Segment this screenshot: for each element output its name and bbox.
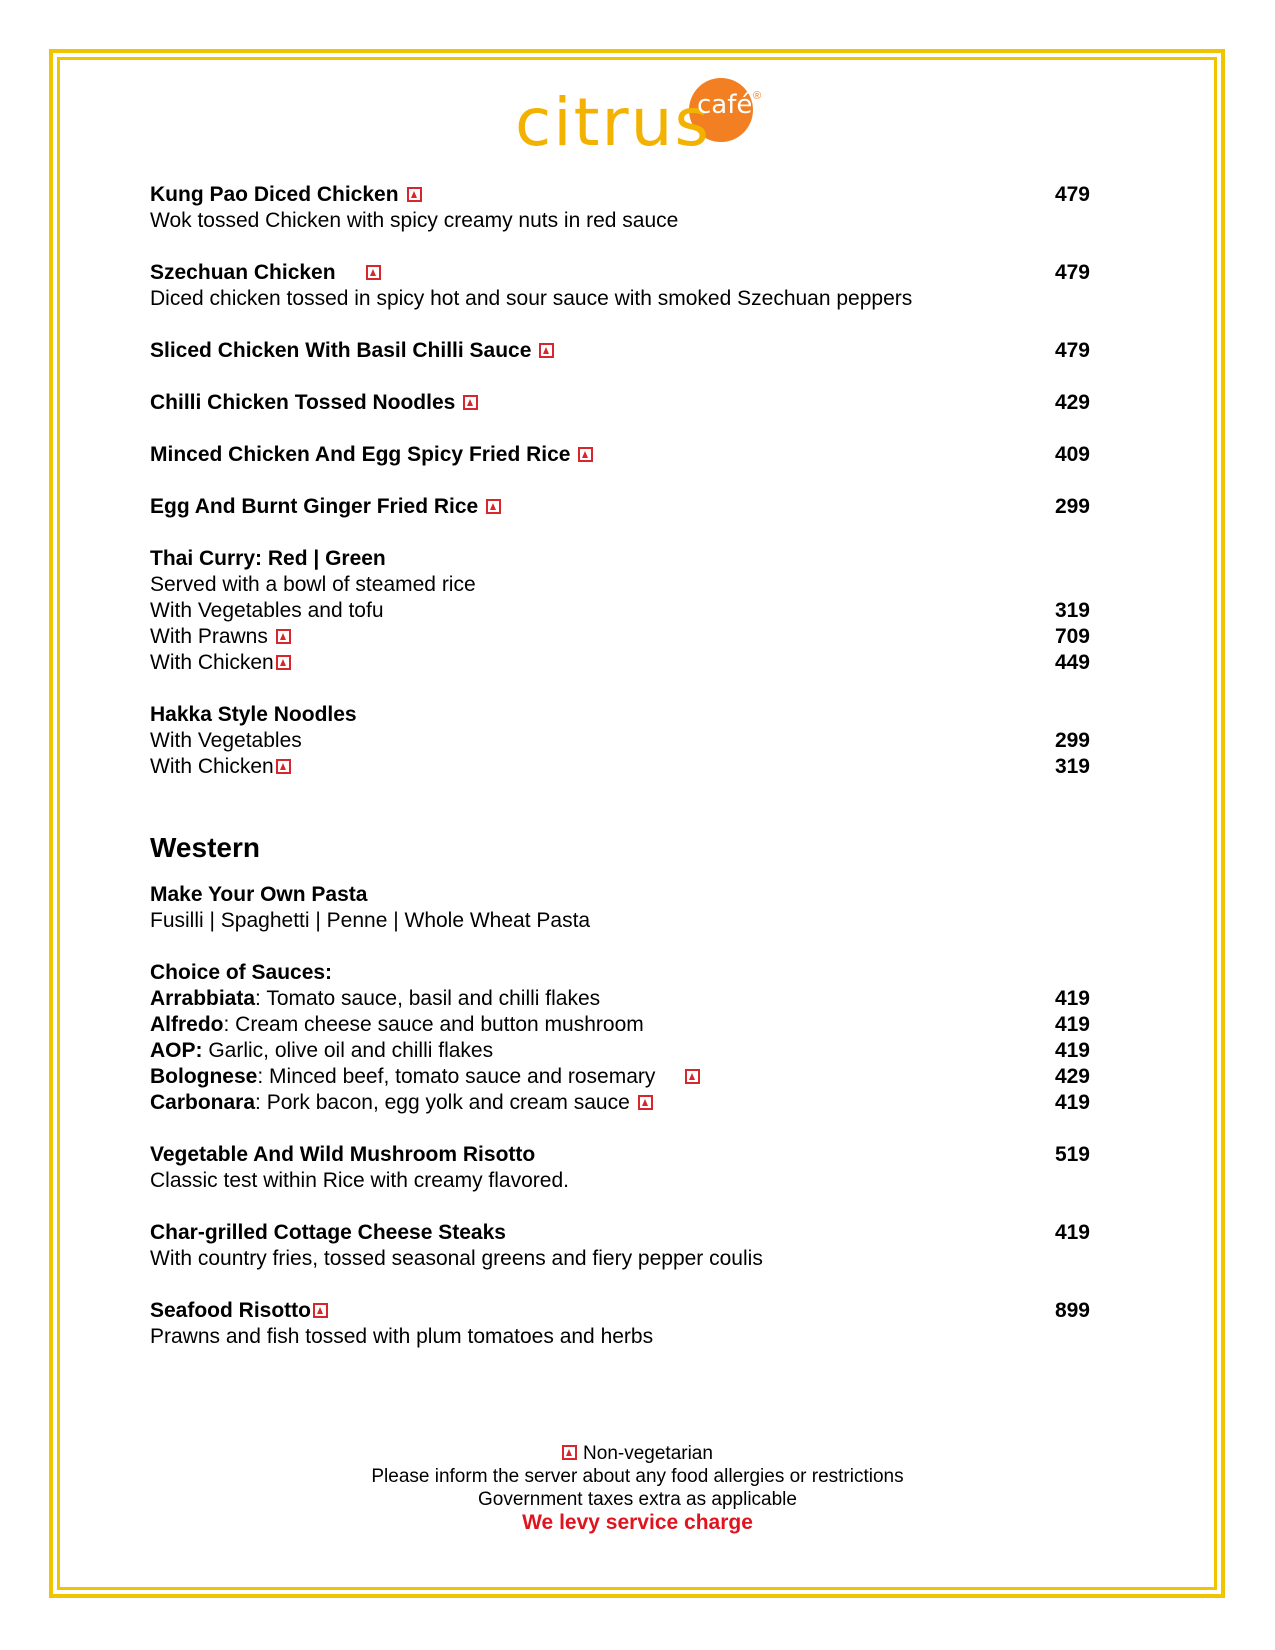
non-veg-icon [578,447,593,462]
item-price: 519 [1054,1143,1090,1166]
item-description: Wok tossed Chicken with spicy creamy nuts in red sauce [150,209,679,232]
sauce-price: 429 [1054,1065,1090,1088]
sauce-description: Pork bacon, egg yolk and cream sauce [260,1091,630,1114]
sauce-sep: : [255,987,261,1010]
legend-line [0,1442,1275,1465]
menu-item-pasta [150,882,1090,934]
non-veg-icon [539,343,554,358]
non-veg-icon [486,499,501,514]
menu-item [150,338,1090,364]
option-row [150,650,1090,676]
item-name: Thai Curry: Red | Green [150,547,386,570]
option-label: With Vegetables [150,729,302,752]
taxes-note: Government taxes extra as applicable [478,1489,797,1510]
sauce-name: Bolognese [150,1065,258,1088]
item-name: Egg And Burnt Ginger Fried Rice [150,495,479,518]
menu-item [150,1298,1090,1350]
option-label: With Chicken [150,651,274,674]
menu-item [150,442,1090,468]
option-price: 299 [1054,729,1090,752]
item-price: 419 [1054,1221,1090,1244]
sauce-price: 419 [1054,987,1090,1010]
menu-item [150,494,1090,520]
section-title-western: Western [150,832,260,863]
logo-wordmark: citrus [515,84,711,161]
item-price: 479 [1054,339,1090,362]
logo-cafe-tag: café [697,90,753,120]
item-description: Prawns and fish tossed with plum tomatoes and herbs [150,1325,654,1348]
option-label: With Vegetables and tofu [150,599,384,622]
sauce-list [150,960,1090,1116]
non-veg-icon [276,629,291,644]
item-name: Sliced Chicken With Basil Chilli Sauce [150,339,532,362]
sauce-row [150,1090,1090,1116]
sauce-name: Alfredo [150,1013,224,1036]
sauce-row [150,1038,1090,1064]
logo-registered-mark: ® [753,90,762,102]
allergy-note: Please inform the server about any food allergies or restrictions [371,1466,904,1487]
sauce-description: Minced beef, tomato sauce and rosemary [263,1065,656,1088]
option-price: 319 [1054,599,1090,622]
item-name: Make Your Own Pasta [150,883,368,906]
menu-footer [0,1442,1275,1534]
menu-item-thai-curry [150,546,1090,676]
non-veg-icon [638,1095,653,1110]
item-price: 479 [1054,183,1090,206]
sauce-name: Arrabbiata [150,987,256,1010]
item-description: Served with a bowl of steamed rice [150,573,476,596]
option-price: 449 [1054,651,1090,674]
item-price: 899 [1054,1299,1090,1322]
sauce-row [150,1012,1090,1038]
sauce-sep: : [257,1065,264,1088]
service-charge-note: We levy service charge [522,1511,753,1534]
item-description: Classic test within Rice with creamy flavored. [150,1169,569,1192]
menu-item [150,182,1090,234]
menu-item [150,1220,1090,1272]
sauce-sep: : [223,1013,230,1036]
item-description: Fusilli | Spaghetti | Penne | Whole Wheat Pasta [150,909,591,932]
option-price: 709 [1054,625,1090,648]
legend-label: Non-vegetarian [583,1443,713,1464]
item-price: 479 [1054,261,1090,284]
option-row [150,728,1090,754]
non-veg-icon [276,759,291,774]
sauce-name: AOP: [150,1039,203,1062]
item-description: With country fries, tossed seasonal greens and fiery pepper coulis [150,1247,763,1270]
sauce-description: Cream cheese sauce and button mushroom [229,1013,644,1036]
item-name: Vegetable And Wild Mushroom Risotto [150,1143,536,1166]
menu-item [150,260,1090,312]
sauces-heading: Choice of Sauces: [150,961,333,984]
option-price: 319 [1054,755,1090,778]
item-name: Kung Pao Diced Chicken [150,183,399,206]
menu-item [150,1142,1090,1194]
item-name: Char-grilled Cottage Cheese Steaks [150,1221,506,1244]
option-label: With Prawns [150,625,268,648]
sauce-name: Carbonara [150,1091,256,1114]
menu-item-hakka-noodles [150,702,1090,780]
sauce-price: 419 [1054,1039,1090,1062]
sauce-price: 419 [1054,1091,1090,1114]
item-name: Chilli Chicken Tossed Noodles [150,391,456,414]
sauce-row [150,986,1090,1012]
non-veg-icon [463,395,478,410]
menu-content [150,182,1090,1350]
sauce-row [150,1064,1090,1090]
sauce-description: Tomato sauce, basil and chilli flakes [260,987,601,1010]
non-veg-icon [562,1445,577,1460]
item-price: 429 [1054,391,1090,414]
item-price: 409 [1054,443,1090,466]
option-row [150,598,1090,624]
sauce-description: Garlic, olive oil and chilli flakes [202,1039,494,1062]
citrus-cafe-logo [515,72,765,172]
option-row [150,754,1090,780]
sauce-price: 419 [1054,1013,1090,1036]
item-name: Hakka Style Noodles [150,703,357,726]
non-veg-icon [276,655,291,670]
non-veg-icon [366,265,381,280]
item-name: Seafood Risotto [150,1299,311,1322]
sauce-sep: : [255,1091,261,1114]
non-veg-icon [407,187,422,202]
item-price: 299 [1054,495,1090,518]
item-description: Diced chicken tossed in spicy hot and sour sauce with smoked Szechuan peppers [150,287,913,310]
item-name: Minced Chicken And Egg Spicy Fried Rice [150,443,571,466]
option-row [150,624,1090,650]
option-label: With Chicken [150,755,274,778]
menu-item [150,390,1090,416]
non-veg-icon [313,1303,328,1318]
non-veg-icon [685,1069,700,1084]
item-name: Szechuan Chicken [150,261,336,284]
